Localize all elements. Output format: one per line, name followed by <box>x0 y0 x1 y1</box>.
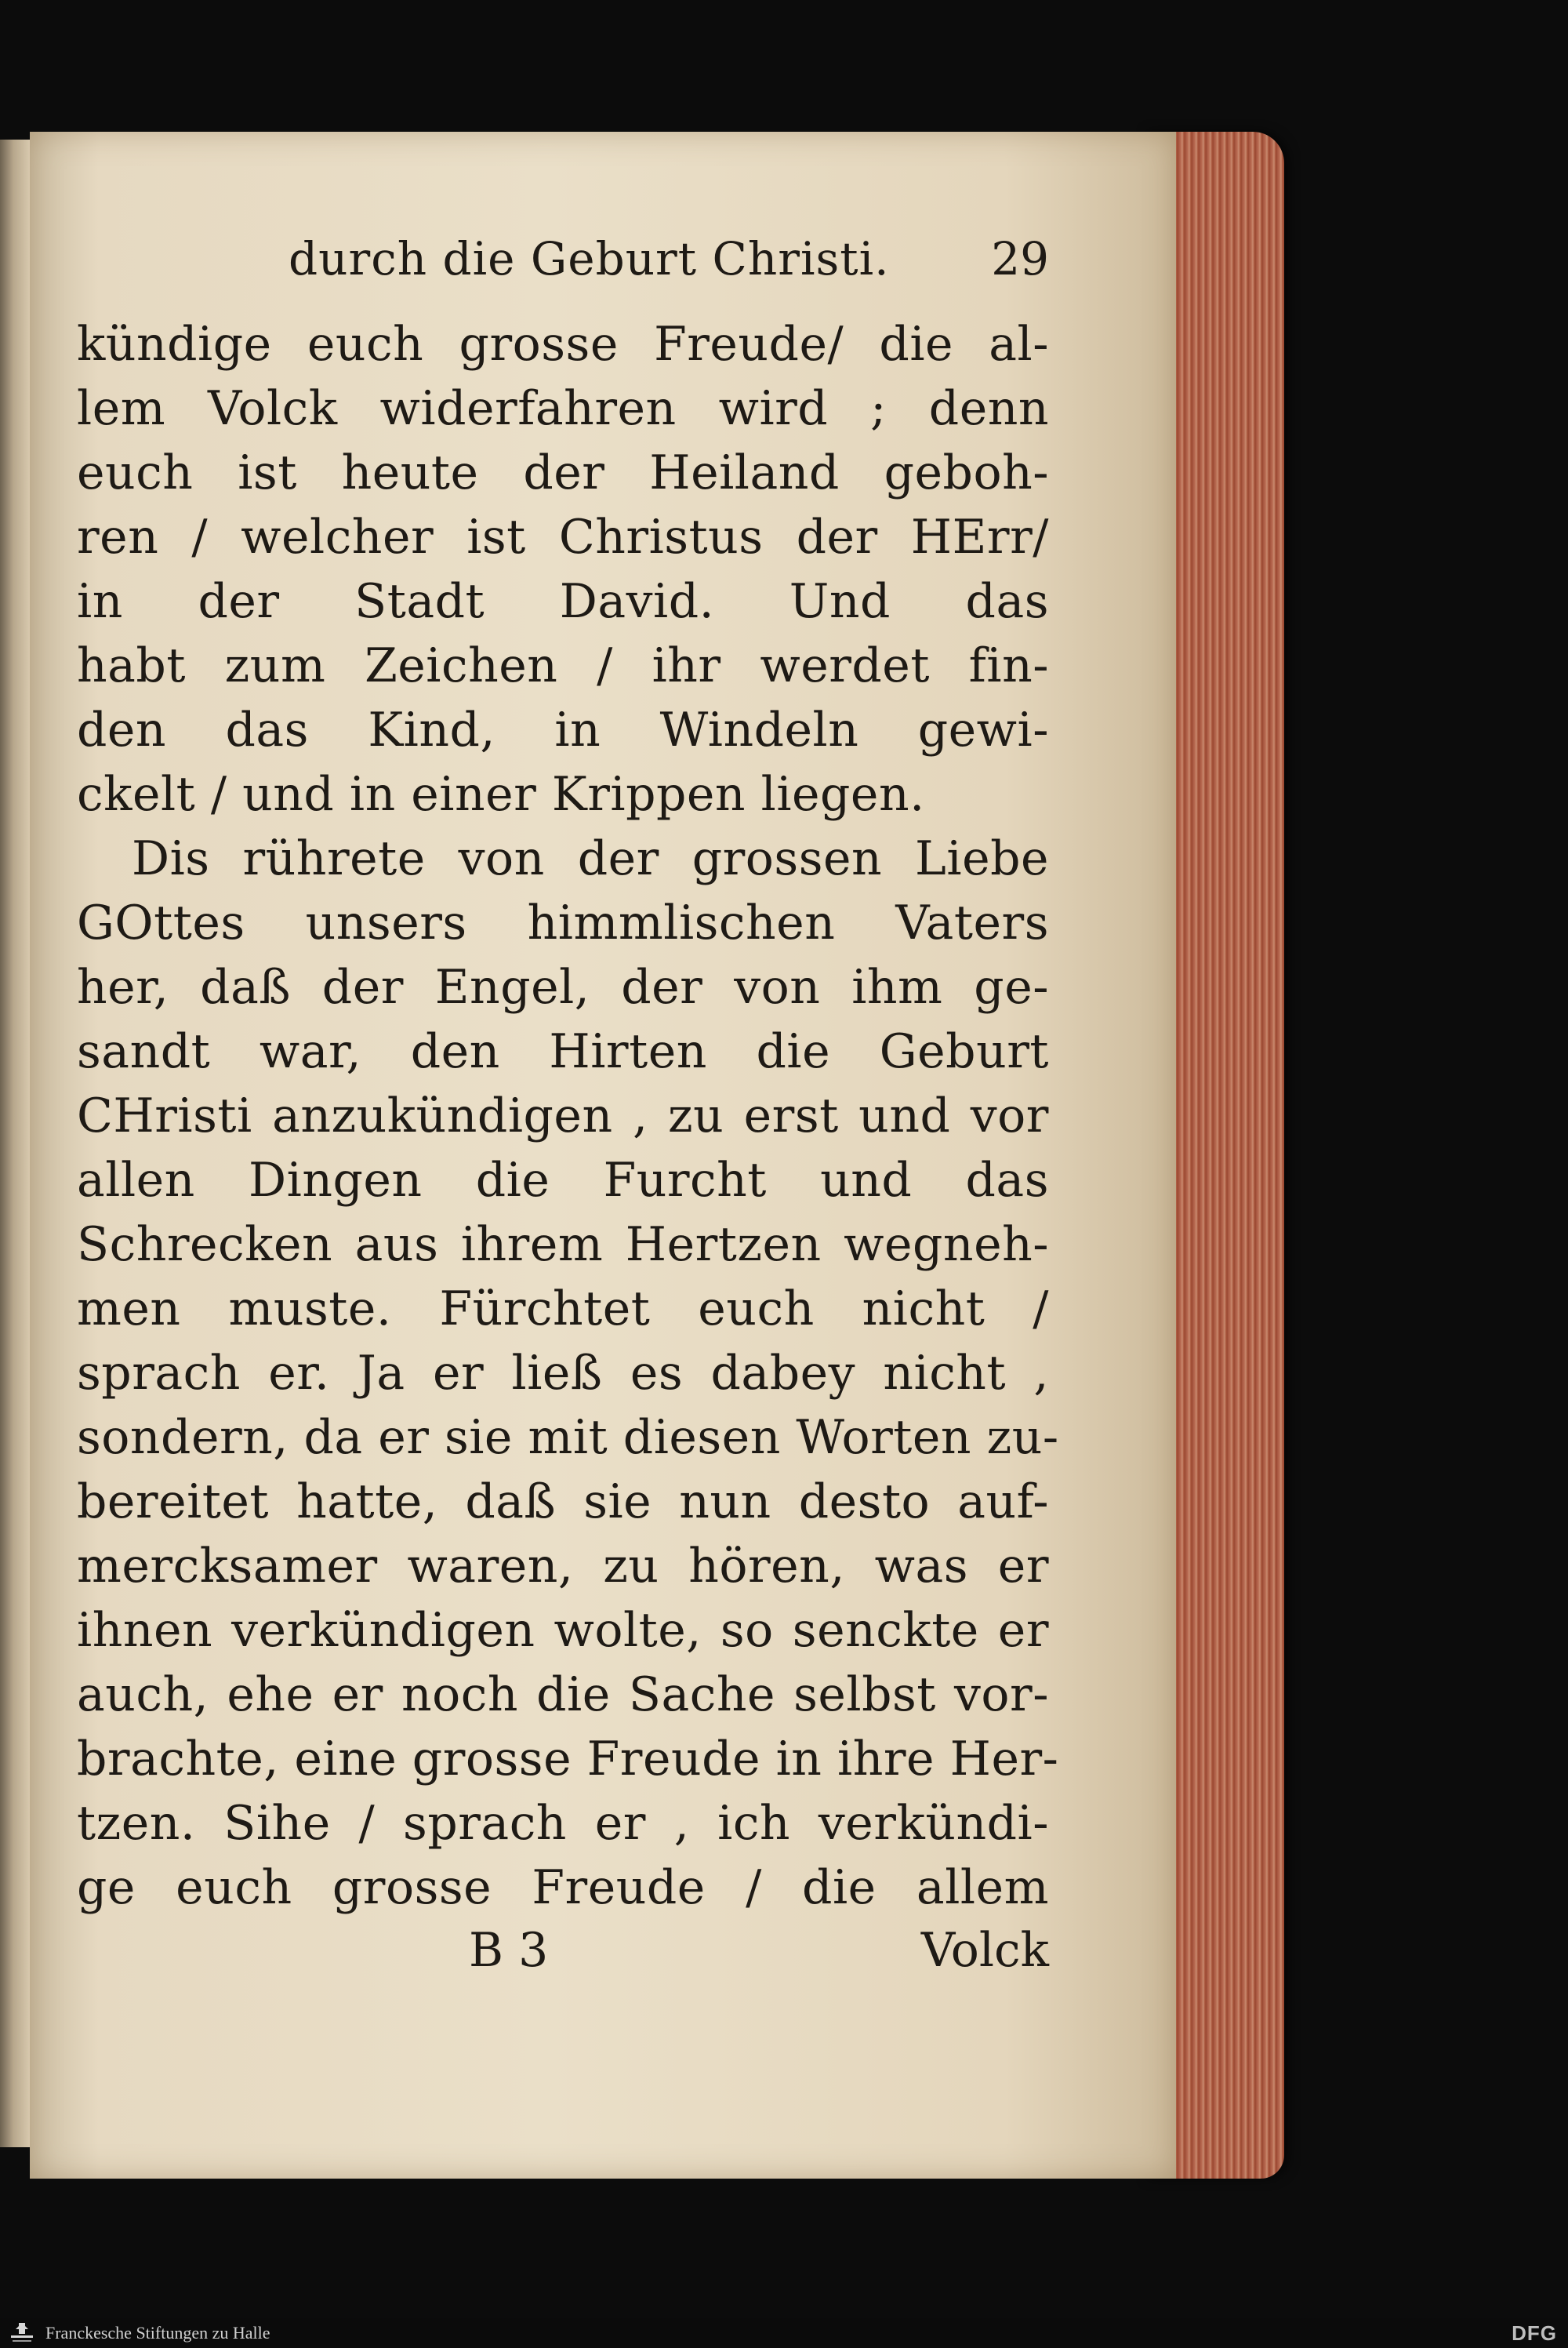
text-line: CHristi anzukündigen , zu erst und vor <box>77 1089 1049 1143</box>
text-line: ren / welcher ist Christus der HErr/ <box>77 510 1049 565</box>
text-line: kündige euch grosse Freude/ die al- <box>77 317 1049 372</box>
text-line: mercksamer waren, zu hören, was er <box>77 1539 1049 1594</box>
text-line: in der Stadt David. Und das <box>77 574 1049 629</box>
text-line: GOttes unsers himmlischen Vaters <box>77 896 1049 950</box>
text-line: tzen. Sihe / sprach er , ich verkündi- <box>77 1796 1049 1851</box>
text-line: sprach er. Ja er ließ es dabey nicht , <box>77 1346 1049 1401</box>
text-line: Schrecken aus ihrem Hertzen wegneh- <box>77 1217 1049 1272</box>
left-page-edge <box>0 140 30 2147</box>
running-head: durch die Geburt Christi. <box>289 232 890 285</box>
text-line: Dis rührete von der grossen Liebe <box>132 831 1049 886</box>
text-line: men muste. Fürchtet euch nicht / <box>77 1281 1049 1336</box>
text-line: auch, ehe er noch die Sache selbst vor- <box>77 1667 1049 1722</box>
text-line: ckelt / und in einer Krippen liegen. <box>77 767 925 822</box>
page-footer <box>77 1920 1049 1990</box>
text-line: her, daß der Engel, der von ihm ge- <box>77 960 1049 1015</box>
text-line: euch ist heute der Heiland geboh- <box>77 445 1049 500</box>
page-number: 29 <box>991 232 1049 285</box>
catchword: Volck <box>920 1923 1049 1978</box>
text-line: ge euch grosse Freude / die allem <box>77 1860 1049 1915</box>
viewer-footer <box>0 2318 1568 2348</box>
text-line: allen Dingen die Furcht und das <box>77 1153 1049 1208</box>
text-block <box>77 226 1059 1990</box>
text-line: bereitet hatte, daß sie nun desto auf- <box>77 1474 1049 1529</box>
text-line: lem Volck widerfahren wird ; denn <box>77 381 1049 436</box>
body-text <box>77 312 1059 1920</box>
text-line: den das Kind, in Windeln gewi- <box>77 703 1049 758</box>
text-line: ihnen verkündigen wolte, so senckte er <box>77 1603 1049 1658</box>
institution-logo-icon <box>6 2321 38 2345</box>
text-line: habt zum Zeichen / ihr werdet fin- <box>77 638 1049 693</box>
text-line: sondern, da er sie mit diesen Worten zu- <box>77 1410 1059 1465</box>
text-line: brachte, eine grosse Freude in ihre Her- <box>77 1732 1059 1786</box>
institution-name: Franckesche Stiftungen zu Halle <box>45 2323 270 2343</box>
dfg-logo: DFG <box>1512 2321 1557 2345</box>
page-header <box>77 226 1049 312</box>
book-page <box>30 132 1176 2179</box>
signature-mark: B 3 <box>469 1923 549 1978</box>
text-line: sandt war, den Hirten die Geburt <box>77 1024 1049 1079</box>
